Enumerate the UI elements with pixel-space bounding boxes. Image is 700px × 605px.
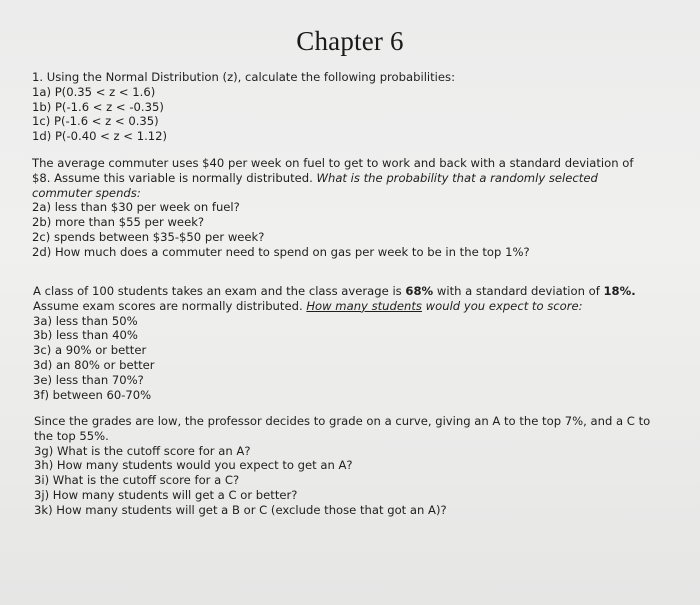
question-3-line-1-b: with a standard deviation of (436, 284, 600, 298)
question-3-curve (34, 414, 650, 518)
question-3k: 3k) How many students will get a B or C (exclude those that got an A)? (34, 502, 447, 517)
question-3-line-1 (33, 284, 636, 299)
question-3i: 3i) What is the cutoff score for a C? (34, 473, 240, 488)
question-3-line-2-plain: Assume exam scores are normally distributed. (33, 298, 303, 313)
question-2-line-2-italic: What is the probability that a randomly selected (316, 170, 598, 185)
question-2d: 2d) How much does a commuter need to spend on gas per week to be in the top 1%? (32, 244, 530, 259)
question-3-line-2-underline: How many students (306, 298, 422, 313)
question-1-intro: 1. Using the Normal Distribution (z), calculate the following probabilities: (32, 70, 455, 84)
page-title: Chapter 6 (296, 26, 404, 56)
question-3a: 3a) less than 50% (33, 313, 138, 328)
question-2-line-2 (32, 171, 633, 186)
question-3-line-2-italic: would you expect to score: (425, 298, 583, 313)
question-2-line-1: The average commuter uses $40 per week on fuel to get to work and back with a standard deviation of (32, 156, 634, 170)
class-average-value: 68% (405, 284, 434, 298)
question-3g: 3g) What is the cutoff score for an A? (34, 443, 251, 458)
question-2c: 2c) spends between $35-$50 per week? (32, 229, 265, 244)
question-3-line-1-a: A class of 100 students takes an exam and the class average is (33, 284, 402, 298)
question-2-line-3: commuter spends: (32, 185, 141, 200)
question-3 (33, 284, 636, 402)
question-3j: 3j) How many students will get a C or better? (34, 487, 298, 502)
question-3h: 3h) How many students would you expect to get an A? (34, 458, 353, 473)
question-3f: 3f) between 60-70% (33, 387, 152, 402)
question-2-line-2-plain: $8. Assume this variable is normally distributed. (32, 170, 313, 185)
question-1b: 1b) P(-1.6 < z < -0.35) (32, 99, 164, 114)
question-3b: 3b) less than 40% (33, 328, 138, 343)
question-3d: 3d) an 80% or better (33, 357, 155, 372)
question-1 (32, 70, 455, 144)
question-3-line-2 (33, 299, 636, 314)
question-2 (32, 156, 633, 260)
question-1c: 1c) P(-1.6 < z < 0.35) (32, 114, 159, 129)
question-2b: 2b) more than $55 per week? (32, 215, 205, 230)
curve-line-2: the top 55%. (34, 428, 109, 443)
question-3e: 3e) less than 70%? (33, 372, 144, 387)
curve-line-1: Since the grades are low, the professor decides to grade on a curve, giving an A to the top 7%, and a C to (34, 414, 651, 428)
question-1a: 1a) P(0.35 < z < 1.6) (32, 84, 156, 99)
std-dev-value: 18%. (603, 284, 636, 298)
question-2a: 2a) less than $30 per week on fuel? (32, 200, 240, 215)
question-1d: 1d) P(-0.40 < z < 1.12) (32, 129, 168, 144)
question-3c: 3c) a 90% or better (33, 343, 147, 358)
